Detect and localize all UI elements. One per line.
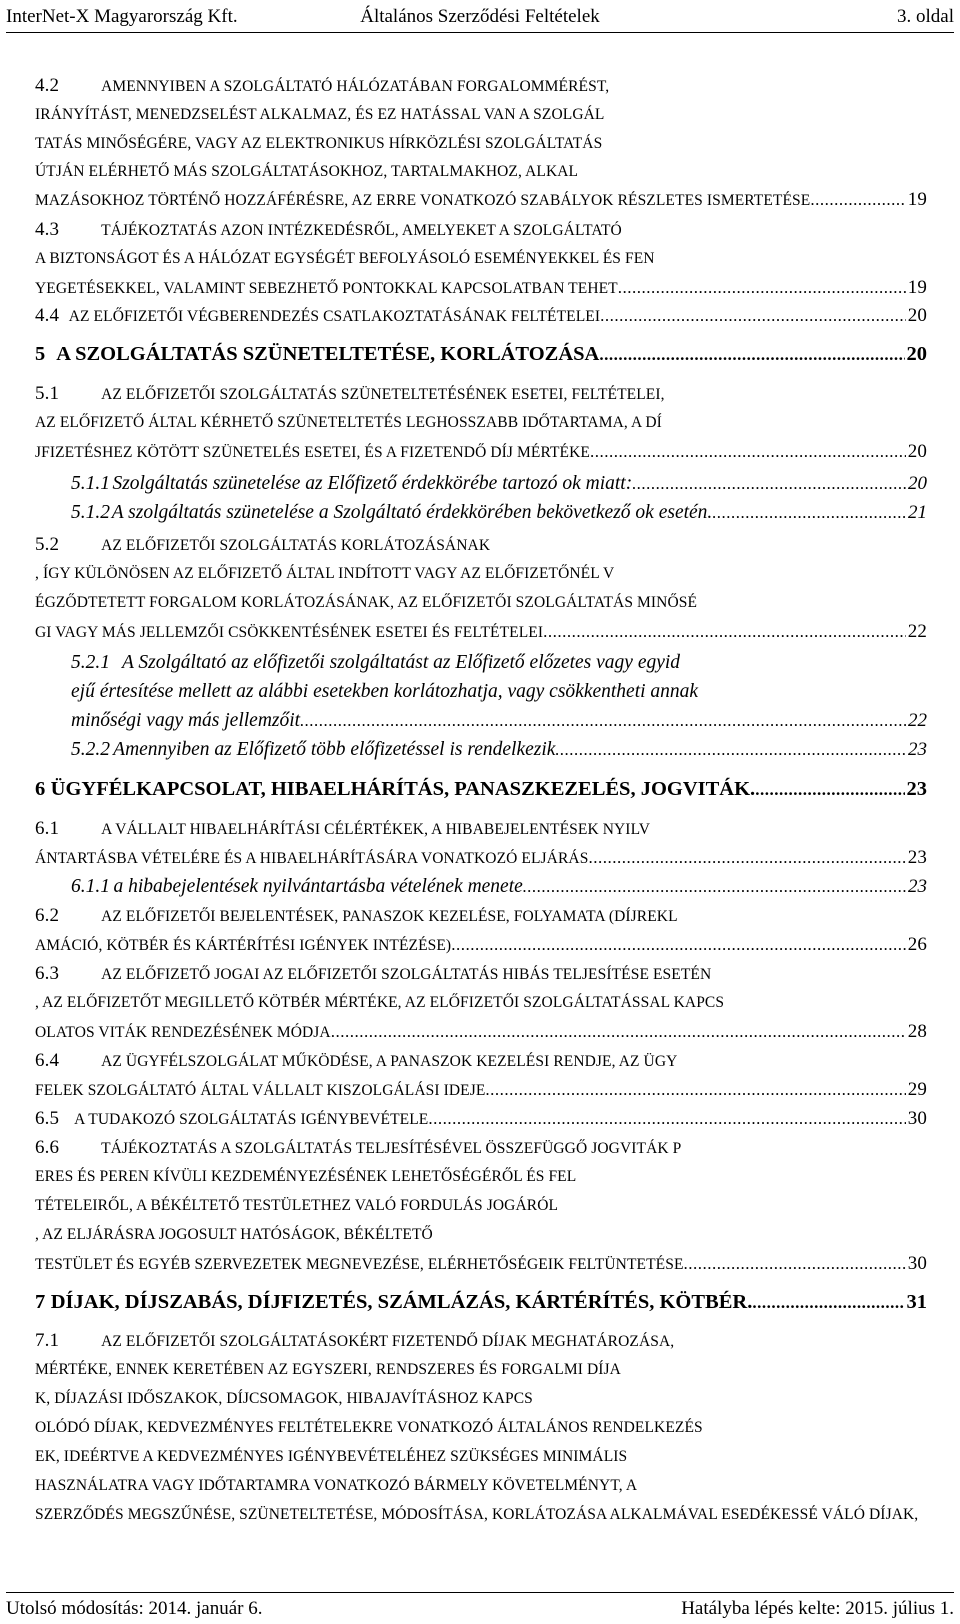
dot-leader xyxy=(428,1105,905,1133)
toc-entry-line xyxy=(35,902,927,930)
toc-entry-title: MAZÁSOKHOZ TÖRTÉNŐ HOZZÁFÉRÉSRE, AZ ERRE VONATKOZÓ SZABÁLYOK RÉSZLETES ISMERTETÉSE xyxy=(35,192,811,209)
toc-entry-line xyxy=(35,1192,927,1220)
toc-entry-line xyxy=(35,186,927,214)
dot-leader xyxy=(543,618,906,646)
toc-entry-title: AMÁCIÓ, KÖTBÉR ÉS KÁRTÉRÍTÉSI IGÉNYEK INTÉZÉSE) xyxy=(35,937,452,954)
toc-entry-title: AZ ELŐFIZETŐI SZOLGÁLTATÁS KORLÁTOZÁSÁNAK xyxy=(101,537,491,554)
toc-entry-number: 5.1 xyxy=(35,383,60,404)
toc-entry-line xyxy=(35,815,927,843)
toc-entry-line xyxy=(35,101,927,129)
dot-leader xyxy=(810,186,905,214)
toc-entry-line xyxy=(35,1443,927,1471)
toc-entry-line xyxy=(35,775,927,803)
toc-entry-line xyxy=(35,931,927,959)
toc-page-number: 20 xyxy=(907,305,927,326)
toc-page-number: 23 xyxy=(906,778,927,800)
toc-entry-title: ERES ÉS PEREN KÍVÜLI KEZDEMÉNYEZÉSÉNEK LEHETŐSÉGÉRŐL ÉS FEL xyxy=(35,1168,577,1185)
toc-entry-title: , AZ ELŐFIZETŐT MEGILLETŐ KÖTBÉR MÉRTÉKE, AZ ELŐFIZETŐI SZOLGÁLTATÁSSAL KAPCS xyxy=(35,994,725,1011)
toc-entry-line xyxy=(35,1221,927,1249)
toc-entry-title: ejű értesítése mellett az alábbi esetekben korlátozhatja, vagy csökkentheti annak xyxy=(71,681,699,702)
footer-modified-date: Utolsó módosítás: 2014. január 6. xyxy=(6,1598,263,1619)
toc-entry-title: , ÍGY KÜLÖNÖSEN AZ ELŐFIZETŐ ÁLTAL INDÍTOTT VAGY AZ ELŐFIZETŐNÉL V xyxy=(35,565,615,582)
toc-entry-line xyxy=(35,274,927,302)
toc-page-number: 26 xyxy=(907,934,927,955)
toc-entry-number: 6.1.1 xyxy=(71,876,110,897)
toc-page-number: 19 xyxy=(907,277,927,298)
toc-page-number: 28 xyxy=(907,1021,927,1042)
toc-entry-title: TESTÜLET ÉS EGYÉB SZERVEZETEK MEGNEVEZÉSE, ELÉRHETŐSÉGEIK FELTÜNTETÉSE xyxy=(35,1256,684,1273)
toc-entry-title: A BIZTONSÁGOT ÉS A HÁLÓZAT EGYSÉGÉT BEFOLYÁSOLÓ ESEMÉNYEKKEL ÉS FEN xyxy=(35,250,655,267)
toc-page-number: 20 xyxy=(907,441,927,462)
toc-entry-title: AZ ELŐFIZETŐI SZOLGÁLTATÁS SZÜNETELTETÉSÉNEK ESETEI, FELTÉTELEI, xyxy=(101,386,665,403)
toc-entry-line xyxy=(35,302,927,330)
toc-page-number: 21 xyxy=(908,502,927,523)
toc-entry-number: 4.3 xyxy=(35,219,60,240)
toc-entry-title: K, DÍJAZÁSI IDŐSZAKOK, DÍJCSOMAGOK, HIBAJAVÍTÁSHOZ KAPCS xyxy=(35,1390,533,1407)
toc-page-number: 30 xyxy=(907,1253,927,1274)
toc-entry-line xyxy=(35,618,927,646)
toc-entry-line xyxy=(35,989,927,1017)
toc-entry-line xyxy=(35,1047,927,1075)
dot-leader xyxy=(755,776,904,803)
toc-entry-number: 5.1.2 xyxy=(71,502,110,523)
toc-page-number: 23 xyxy=(908,739,927,760)
toc-entry-title: A Szolgáltató az előfizetői szolgáltatást az Előfizető előzetes vagy egyid xyxy=(122,652,681,673)
dot-leader xyxy=(485,1076,905,1104)
toc-entry-title: a hibabejelentések nyilvántartásba vételének menete xyxy=(113,876,523,897)
dot-leader xyxy=(752,1289,904,1316)
toc-entry-title: YEGETÉSEKKEL, VALAMINT SEBEZHETŐ PONTOKKAL KAPCSOLATBAN TEHET xyxy=(35,280,618,297)
dot-leader xyxy=(600,302,906,330)
toc-entry-line xyxy=(35,340,927,368)
toc-entry-number: 5.2.2 xyxy=(71,739,110,760)
toc-entry-line xyxy=(35,380,927,408)
toc-entry-number: 4.4 xyxy=(35,305,60,326)
toc-entry-line xyxy=(35,1414,927,1442)
toc-page-number: 20 xyxy=(906,343,927,365)
toc-entry-title: AZ ELŐFIZETŐ ÁLTAL KÉRHETŐ SZÜNETELTETÉS LEGHOSSZABB IDŐTARTAMA, A DÍ xyxy=(35,414,662,431)
toc-entry-line xyxy=(35,216,927,244)
dot-leader xyxy=(555,736,906,764)
toc-page-number: 30 xyxy=(907,1108,927,1129)
dot-leader xyxy=(632,470,906,498)
toc-entry-title: EK, IDEÉRTVE A KEDVEZMÉNYES IGÉNYBEVÉTELÉHEZ SZÜKSÉGES MINIMÁLIS xyxy=(35,1448,628,1465)
toc-entry-number: 5.1.1 xyxy=(71,473,110,494)
toc-entry-line xyxy=(35,560,927,588)
toc-entry-number: 6.1 xyxy=(35,818,60,839)
toc-entry-title: TÁJÉKOZTATÁS AZON INTÉZKEDÉSRŐL, AMELYEKET A SZOLGÁLTATÓ xyxy=(101,222,622,239)
toc-entry-line xyxy=(35,960,927,988)
toc-entry-title: AZ ELŐFIZETŐI SZOLGÁLTATÁSOKÉRT FIZETENDŐ DÍJAK MEGHATÁROZÁSA, xyxy=(101,1333,675,1350)
toc-entry-number: 6.3 xyxy=(35,963,60,984)
toc-entry-title: , AZ ELJÁRÁSRA JOGOSULT HATÓSÁGOK, BÉKÉLTETŐ xyxy=(35,1226,433,1243)
toc-entry-title: AZ ELŐFIZETŐI VÉGBERENDEZÉS CSATLAKOZTATÁSÁNAK FELTÉTELEI xyxy=(68,308,601,325)
toc-entry-title: A TUDAKOZÓ SZOLGÁLTATÁS IGÉNYBEVÉTELE xyxy=(74,1111,429,1128)
dot-leader xyxy=(300,707,906,735)
toc-entry-line xyxy=(35,1501,927,1529)
toc-entry-number: 6.2 xyxy=(35,905,60,926)
page-footer xyxy=(6,1592,954,1623)
toc-entry-title: MÉRTÉKE, ENNEK KERETÉBEN AZ EGYSZERI, RENDSZERES ÉS FORGALMI DÍJA xyxy=(35,1361,621,1378)
toc-entry-title: Szolgáltatás szünetelése az Előfizető érdekkörébe tartozó ok miatt: xyxy=(112,473,633,494)
toc-page-number: 22 xyxy=(907,621,927,642)
toc-entry-title: A VÁLLALT HIBAELHÁRÍTÁSI CÉLÉRTÉKEK, A HIBABEJELENTÉSEK NYILV xyxy=(101,821,651,838)
toc-page-number: 20 xyxy=(908,473,927,494)
toc-entry-title: A SZOLGÁLTATÁS SZÜNETELTETÉSE, KORLÁTOZÁSA xyxy=(56,343,600,365)
toc-entry-title: TÁJÉKOZTATÁS A SZOLGÁLTATÁS TELJESÍTÉSÉVEL ÖSSZEFÜGGŐ JOGVITÁK P xyxy=(101,1140,682,1157)
toc-entry-title: AZ ELŐFIZETŐI BEJELENTÉSEK, PANASZOK KEZELÉSE, FOLYAMATA (DÍJREKL xyxy=(101,908,678,925)
toc-entry-line xyxy=(35,1076,927,1104)
dot-leader xyxy=(523,873,906,901)
toc-entry-title: HASZNÁLATRA VAGY IDŐTARTAMRA VONATKOZÓ BÁRMELY KÖVETELMÉNYT, A xyxy=(35,1477,638,1494)
toc-entry-line xyxy=(35,589,927,617)
toc-entry-title: minőségi vagy más jellemzőit xyxy=(71,710,301,731)
dot-leader xyxy=(590,438,906,466)
toc-entry-line xyxy=(35,844,927,872)
toc-entry-line xyxy=(35,1356,927,1384)
toc-entry-line xyxy=(35,1250,927,1278)
toc-entry-title: OLÓDÓ DÍJAK, KEDVEZMÉNYES FELTÉTELEKRE VONATKOZÓ ÁLTALÁNOS RENDELKEZÉS xyxy=(35,1419,703,1436)
toc-entry-line xyxy=(71,707,927,735)
dot-leader xyxy=(599,341,904,368)
toc-entry-line xyxy=(35,1288,927,1316)
toc-entry-title: DÍJAK, DÍJSZABÁS, DÍJFIZETÉS, SZÁMLÁZÁS, KÁRTÉRÍTÉS, KÖTBÉR. xyxy=(50,1291,753,1313)
toc-entry-title: IRÁNYÍTÁST, MENEDZSELÉST ALKALMAZ, ÉS EZ HATÁSSAL VAN A SZOLGÁL xyxy=(35,106,605,123)
toc-entry-line xyxy=(35,1105,927,1133)
toc-entry-line xyxy=(35,531,927,559)
header-page-number: 3. oldal xyxy=(897,6,954,27)
toc-entry-number: 6 xyxy=(35,778,46,800)
toc-entry-number: 4.2 xyxy=(35,75,60,96)
toc-entry-line xyxy=(35,158,927,186)
toc-entry-number: 7.1 xyxy=(35,1330,60,1351)
toc-entry-title: SZERZŐDÉS MEGSZŰNÉSE, SZÜNETELTETÉSE, MÓDOSÍTÁSA, KORLÁTOZÁSA ALKALMÁVAL ESEDÉKESSÉ VÁLÓ DÍJAK, xyxy=(35,1506,919,1523)
toc-entry-number: 5 xyxy=(35,343,46,365)
toc-entry-line xyxy=(35,245,927,273)
toc-page-number: 29 xyxy=(907,1079,927,1100)
toc-entry-line xyxy=(35,72,927,100)
toc-entry-line xyxy=(35,1472,927,1500)
toc-entry-line xyxy=(35,409,927,437)
dot-leader xyxy=(451,931,906,959)
toc-entry-line xyxy=(71,873,927,901)
toc-entry-title: ÉGZŐDTETETT FORGALOM KORLÁTOZÁSÁNAK, AZ ELŐFIZETŐI SZOLGÁLTATÁS MINŐSÉ xyxy=(35,594,698,611)
toc-entry-line xyxy=(35,1018,927,1046)
header-company: InterNet-X Magyarország Kft. xyxy=(6,6,238,27)
toc-entry-title: OLATOS VITÁK RENDEZÉSÉNEK MÓDJA xyxy=(35,1024,331,1041)
toc-entry-title: ÁNTARTÁSBA VÉTELÉRE ÉS A HIBAELHÁRÍTÁSÁRA VONATKOZÓ ELJÁRÁS xyxy=(35,850,589,867)
toc-entry-number: 5.2.1 xyxy=(71,652,110,673)
toc-entry-title: TÉTELEIRŐL, A BÉKÉLTETŐ TESTÜLETHEZ VALÓ FORDULÁS JOGÁRÓL xyxy=(35,1197,559,1214)
dot-leader xyxy=(684,1250,906,1278)
dot-leader xyxy=(588,844,905,872)
toc-entry-title: A szolgáltatás szünetelése a Szolgáltató érdekkörében bekövetkező ok esetén. xyxy=(111,502,713,523)
dot-leader xyxy=(712,499,906,527)
toc-entry-line xyxy=(35,1134,927,1162)
toc-entry-number: 7 xyxy=(35,1291,46,1313)
toc-entry-title: GI VAGY MÁS JELLEMZŐI CSÖKKENTÉSÉNEK ESETEI ÉS FELTÉTELEI xyxy=(35,624,544,641)
toc-page-number: 19 xyxy=(907,189,927,210)
toc-entry-line xyxy=(71,649,927,677)
footer-effective-date: Hatályba lépés kelte: 2015. július 1. xyxy=(681,1598,954,1619)
dot-leader xyxy=(618,274,906,302)
toc-entry-line xyxy=(35,1327,927,1355)
toc-page-number: 31 xyxy=(906,1291,927,1313)
toc-entry-line xyxy=(71,470,927,498)
toc-entry-title: FELEK SZOLGÁLTATÓ ÁLTAL VÁLLALT KISZOLGÁLÁSI IDEJE xyxy=(35,1082,486,1099)
toc-page-number: 22 xyxy=(908,710,927,731)
toc-entry-line xyxy=(35,1385,927,1413)
toc-entry-line xyxy=(35,130,927,158)
header-title: Általános Szerződési Feltételek xyxy=(360,6,600,27)
toc-entry-number: 6.4 xyxy=(35,1050,60,1071)
toc-entry-number: 6.5 xyxy=(35,1108,60,1129)
toc-entry-title: TATÁS MINŐSÉGÉRE, VAGY AZ ELEKTRONIKUS HÍRKÖZLÉSI SZOLGÁLTATÁS xyxy=(35,135,603,152)
toc-page-number: 23 xyxy=(907,847,927,868)
toc-entry-title: Amennyiben az Előfizető több előfizetéssel is rendelkezik xyxy=(113,739,556,760)
toc-entry-title: AZ ELŐFIZETŐ JOGAI AZ ELŐFIZETŐI SZOLGÁLTATÁS HIBÁS TELJESÍTÉSE ESETÉN xyxy=(101,966,712,983)
toc-entry-line xyxy=(71,678,927,706)
toc-entry-title: AZ ÜGYFÉLSZOLGÁLAT MŰKÖDÉSE, A PANASZOK KEZELÉSI RENDJE, AZ ÜGY xyxy=(101,1053,678,1070)
toc-entry-title: ÜGYFÉLKAPCSOLAT, HIBAELHÁRÍTÁS, PANASZKEZELÉS, JOGVITÁK. xyxy=(50,778,756,800)
toc-entry-title: JFIZETÉSHEZ KÖTÖTT SZÜNETELÉS ESETEI, ÉS A FIZETENDŐ DÍJ MÉRTÉKE xyxy=(35,444,590,461)
toc-page-number: 23 xyxy=(908,876,927,897)
dot-leader xyxy=(331,1018,906,1046)
toc-entry-title: AMENNYIBEN A SZOLGÁLTATÓ HÁLÓZATÁBAN FORGALOMMÉRÉST, xyxy=(101,78,610,95)
toc-entry-line xyxy=(71,736,927,764)
toc-entry-line xyxy=(71,499,927,527)
toc-entry-line xyxy=(35,1163,927,1191)
toc-entry-number: 6.6 xyxy=(35,1137,60,1158)
toc-entry-number: 5.2 xyxy=(35,534,60,555)
toc-entry-line xyxy=(35,438,927,466)
toc-entry-title: ÚTJÁN ELÉRHETŐ MÁS SZOLGÁLTATÁSOKHOZ, TARTALMAKHOZ, ALKAL xyxy=(35,163,579,180)
